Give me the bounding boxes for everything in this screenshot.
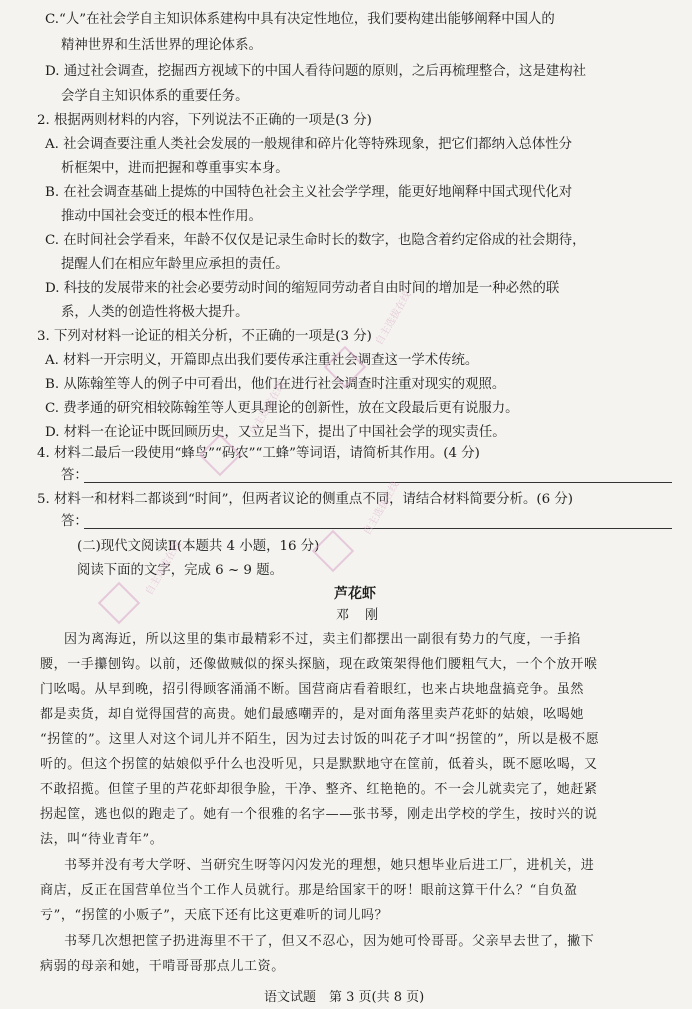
q3-option-d: D. 材料一在论证中既回顾历史，又立足当下，提出了中国社会学的现实责任。: [45, 425, 506, 440]
section-instruction: 阅读下面的文字，完成 6 ~ 9 题。: [77, 563, 283, 578]
q2-option-d-line1: D. 科技的发展带来的社会必要劳动时间的缩短同劳动者自由时间的增加是一种必然的联: [45, 281, 560, 296]
q3-stem: 3. 下列对材料一论证的相关分析，不正确的一项是(3 分): [37, 329, 372, 344]
story-p1-line: 因为离海近，所以这里的集市最精彩不过，卖主们都摆出一副很有势力的气度，一手掐: [64, 632, 581, 647]
story-p3-line: 书琴几次想把筐子扔进海里不干了，但又不忍心，因为她可怜哥哥。父亲早去世了，撇下: [64, 934, 595, 949]
q4-answer-label: 答：: [61, 468, 88, 483]
q5-answer-line[interactable]: [84, 528, 672, 529]
q4-answer-line[interactable]: [84, 482, 672, 483]
story-title: 芦花虾: [334, 586, 376, 602]
q1-option-c-line1: C.“人”在社会学自主知识体系建构中具有决定性地位，我们要构建出能够阐释中国人的: [45, 12, 555, 27]
story-p1-line: 腰，一手攥刨钩。以前，还像做贼似的探头探脑，现在政策架得他们腰粗气大，一个个放开喉: [40, 657, 598, 672]
story-p2-line: 商店，反正在国营单位当个工作人员就行。那是给国家干的呀！眼前这算干什么？“自负盈: [40, 883, 578, 898]
story-p1-line: 拐起筐，逃也似的跑走了。她有一个很雅的名字——张书琴，刚走出学校的学生，按时兴的说: [40, 807, 598, 822]
section-header: (二)现代文阅读Ⅱ(本题共 4 小题，16 分): [77, 539, 320, 554]
story-p1-line: “拐筐的”。这里人对这个词儿并不陌生，因为过去讨饭的叫花子才叫“拐筐的”，所以是极不愿: [40, 732, 600, 747]
q2-option-a-line2: 析框架中，进而把握和尊重事实本身。: [61, 161, 289, 176]
q5-answer-label: 答：: [61, 514, 88, 529]
q2-option-a-line1: A. 社会调查要注重人类社会发展的一般规律和碎片化等特殊现象，把它们都纳入总体性分: [45, 137, 573, 152]
exam-page: C.“人”在社会学自主知识体系建构中具有决定性地位，我们要构建出能够阐释中国人的 精神世界和生活世界的理论体系。 D. 通过社会调查，挖掘西方视域下的中国人看待问题的原则，之后再梳理整合，这是建构社 会学自主知识体系的重要任务。 2. 根据两则材料的内容，下列说法不正确的一项是(3 分) A. 社会调查要注重人类社会发展的一般规律和碎片化等特殊现象，把它们都纳入总体性分 析框架中，进而把握和尊重事实本身。 B. 在社会调查基础上提炼的中国特色社会主义社会学学理，能更好地阐释中国式现代化对 推动中国社会变迁的根本性作用。 C. 在时间社会学看来，年龄不仅仅是记录生命时长的数字，也隐含着约定俗成的社会期待， 提醒人们在相应年龄里应承担的责任。 D. 科技的发展带来的社会必要劳动时间的缩短同劳动者自由时间的增加是一种必然的联 系，人类的创造性将极大提升。 3. 下列对材料一论证的相关分析，不正确的一项是(3 分) A. 材料一开宗明义，开篇即点出我们要传承注重社会调查这一学术传统。 B. 从陈翰笙等人的例子中可看出，他们在进行社会调查时注重对现实的观照。 C. 费孝通的研究相较陈翰笙等人更具理论的创新性，放在文段最后更有说服力。 D. 材料一在论证中既回顾历史，又立足当下，提出了中国社会学的现实责任。 4. 材料二最后一段使用“蜂鸟”“码农”“工蜂”等词语，请简析其作用。(4 分) 答： 5. 材料一和材料二都谈到“时间”，但两者议论的侧重点不同，请结合材料简要分析。(6 分) 答： (二)现代文阅读Ⅱ(本题共 4 小题，16 分) 阅读下面的文字，完成 6 ~ 9 题。 芦花虾 邓 刚 因为离海近，所以这里的集市最精彩不过，卖主们都摆出一副很有势力的气度，一手掐 腰，一手攥刨钩。以前，还像做贼似的探头探脑，现在政策架得他们腰粗气大，一个个放开喉 门吆喝。从早到晚，招引得顾客涌涌不断。国营商店看着眼红，也来占块地盘搞竞争。虽然 都是卖货，却自觉得国营的高贵。她们最感嘲弄的，是对面角落里卖芦花虾的姑娘，吆喝她 “拐筐的”。这里人对这个词儿并不陌生，因为过去讨饭的叫花子才叫“拐筐的”，所以是极不愿 听的。但这个拐筐的姑娘似乎什么也没听见，只是默默地守在筐前，低着头，既不愿吆喝，又 不敢招揽。但筐子里的芦花虾却很争脸，干净、整齐、红艳艳的。不一会儿就卖完了，她赶紧 拐起筐，逃也似的跑走了。她有一个很雅的名字——张书琴，刚走出学校的学生，按时兴的说 法，叫“待业青年”。 书琴并没有考大学呀、当研究生呀等闪闪发光的理想，她只想毕业后进工厂，进机关，进 商店，反正在国营单位当个工作人员就行。那是给国家干的呀！眼前这算干什么？“自负盈 亏”，“拐筐的小贩子”，天底下还有比这更难听的词儿吗？ 书琴几次想把筐子扔进海里不干了，但又不忍心，因为她可怜哥哥。父亲早去世了，撇下 病弱的母亲和她，干啃哥哥那点儿工资。 语文试题 第 3 页(共 8 页) 自主选拔在线 自主选拔在线 自主选拔在线 自主选拔在线: [0, 0, 692, 1009]
q1-option-c-line2: 精神世界和生活世界的理论体系。: [61, 38, 262, 53]
page-footer: 语文试题 第 3 页(共 8 页): [264, 990, 425, 1005]
q5-stem: 5. 材料一和材料二都谈到“时间”，但两者议论的侧重点不同，请结合材料简要分析。(6 分): [37, 492, 574, 507]
q2-option-b-line1: B. 在社会调查基础上提炼的中国特色社会主义社会学学理，能更好地阐释中国式现代化对: [45, 185, 573, 200]
q3-option-c: C. 费孝通的研究相较陈翰笙等人更具理论的创新性，放在文段最后更有说服力。: [45, 401, 519, 416]
q3-option-a: A. 材料一开宗明义，开篇即点出我们要传承注重社会调查这一学术传统。: [45, 353, 479, 368]
q2-option-d-line2: 系，人类的创造性将极大提升。: [61, 305, 249, 320]
story-p1-line: 不敢招揽。但筐子里的芦花虾却很争脸，干净、整齐、红艳艳的。不一会儿就卖完了，她赶紧: [40, 782, 598, 797]
q1-option-d-line2: 会学自主知识体系的重要任务。: [61, 89, 249, 104]
q2-option-c-line1: C. 在时间社会学看来，年龄不仅仅是记录生命时长的数字，也隐含着约定俗成的社会期待，: [45, 233, 586, 248]
story-p2-line: 书琴并没有考大学呀、当研究生呀等闪闪发光的理想，她只想毕业后进工厂，进机关，进: [64, 858, 595, 873]
q4-stem: 4. 材料二最后一段使用“蜂鸟”“码农”“工蜂”等词语，请简析其作用。(4 分): [37, 446, 480, 461]
story-p1-line: 都是卖货，却自觉得国营的高贵。她们最感嘲弄的，是对面角落里卖芦花虾的姑娘，吆喝她: [40, 707, 585, 722]
q2-option-b-line2: 推动中国社会变迁的根本性作用。: [61, 209, 262, 224]
story-p1-line: 法，叫“待业青年”。: [40, 832, 164, 847]
story-p1-line: 门吆喝。从早到晚，招引得顾客涌涌不断。国营商店看着眼红，也来占块地盘搞竞争。虽然: [40, 682, 585, 697]
q2-option-c-line2: 提醒人们在相应年龄里应承担的责任。: [61, 257, 289, 272]
q1-option-d-line1: D. 通过社会调查，挖掘西方视域下的中国人看待问题的原则，之后再梳理整合，这是建构社: [45, 64, 587, 79]
story-author: 邓 刚: [336, 608, 385, 623]
story-p3-line: 病弱的母亲和她，干啃哥哥那点儿工资。: [40, 959, 285, 974]
q2-stem: 2. 根据两则材料的内容，下列说法不正确的一项是(3 分): [37, 113, 372, 128]
story-p2-line: 亏”，“拐筐的小贩子”，天底下还有比这更难听的词儿吗？: [40, 908, 389, 923]
q3-option-b: B. 从陈翰笙等人的例子中可看出，他们在进行社会调查时注重对现实的观照。: [45, 377, 506, 392]
story-p1-line: 听的。但这个拐筐的姑娘似乎什么也没听见，只是默默地守在筐前，低着头，既不愿吆喝，又: [40, 757, 598, 772]
